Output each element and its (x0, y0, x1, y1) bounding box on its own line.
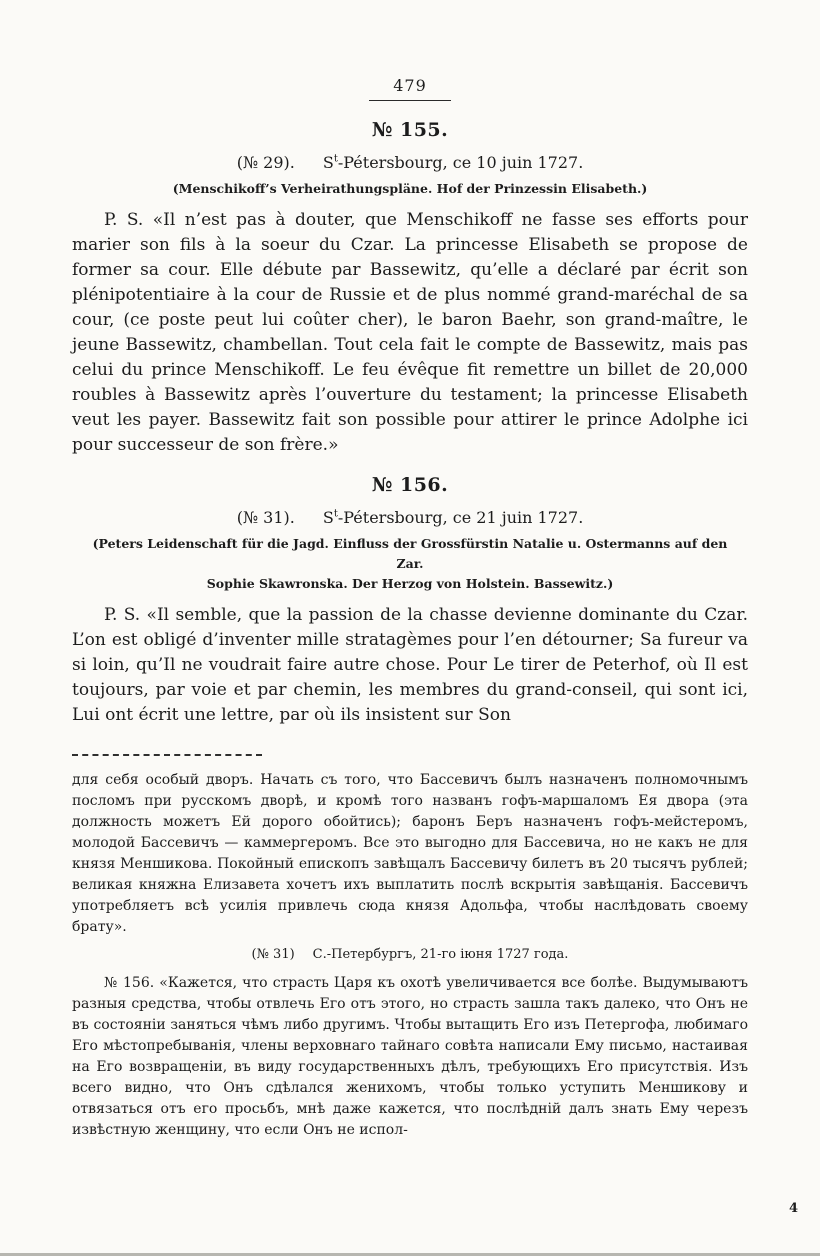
entry-156-dateline (72, 508, 748, 527)
entry-156-subject-line-2: Sophie Skawronska. Der Herzog von Holstein. Bassewitz.) (206, 576, 614, 591)
dateline-place-rest: -Pétersbourg, ce 21 juin 1727. (337, 508, 584, 527)
entry-155-subject-text: (Menschikoff’s Verheirathungspläne. Hof der Prinzessin Elisabeth.) (172, 181, 648, 196)
entry-156-subject (90, 534, 730, 594)
entry-155-dateline (72, 153, 748, 172)
footnote-dateline-text: С.-Петербургъ, 21-го іюня 1727 года. (312, 947, 569, 962)
superscript-t: t (333, 508, 338, 520)
dateline-place-rest: -Pétersbourg, ce 10 juin 1727. (337, 153, 584, 172)
entry-155 (72, 119, 748, 458)
entry-155-dispatch-number: (№ 29). (236, 153, 295, 172)
entry-156 (72, 474, 748, 728)
footnote-dispatch-number: (№ 31) (251, 947, 295, 962)
entry-155-subject (90, 179, 730, 199)
page-header (72, 76, 748, 101)
footnote-separator (72, 754, 262, 756)
footnote-dateline (72, 944, 748, 965)
signature-mark: 4 (788, 1201, 798, 1216)
dateline-place-prefix: S (322, 153, 334, 172)
entry-156-subject-line-1: (Peters Leidenschaft für die Jagd. Einfluss der Grossfürstin Natalie u. Ostermanns auf den Zar. (92, 536, 728, 571)
footnote-continuation: для себя особый дворъ. Начать съ того, что Бассевичъ былъ назначенъ полномочнымъ посломъ при русскомъ дворѣ, и кромѣ того названъ гофъ-маршаломъ Ея двора (эта должность можетъ Ей дорого обойтись); баронъ Беръ назначенъ гофъ-мейстеромъ, молодой Бассевичъ — каммергеромъ. Все это выгодно для Бассевича, но не какъ не для князя Меншикова. Покойный епископъ завѣщалъ Бассевичу билетъ въ 20 тысячъ рублей; великая княжна Елизавета хочетъ ихъ выплатить послѣ вскрытія завѣщанія. Бассевичъ употребляетъ всѣ усилія привлечь сюда князя Адольфа, чтобы наслѣдовать своему брату». (72, 772, 748, 935)
entry-155-heading: № 155. (371, 119, 449, 141)
entry-156-dateline-place (323, 508, 583, 527)
entry-155-body: P. S. «Il n’est pas à douter, que Menschikoff ne fasse ses efforts pour marier son fils à la soeur du Czar. La princesse Elisabeth se propose de former sa cour. Elle débute par Bassewitz, qu’elle a déclaré par écrit son plénipotentiaire à la cour de Russie et de plus nommé grand-maréchal de sa cour, (ce poste peut lui coûter cher), le baron Baehr, son grand-maître, le jeune Bassewitz, chambellan. Tout cela fait le compte de Bassewitz, mais pas celui du prince Menschikoff. Le feu évêque fit remettre un billet de 20,000 roubles à Bassewitz après l’ouverture du testament; la princesse Elisabeth veut les payer. Bassewitz fait son possible pour attirer le prince Adolphe ici pour successeur de son frère.» (72, 210, 748, 455)
superscript-t: t (333, 153, 338, 165)
entry-156-body: P. S. «Il semble, que la passion de la chasse devienne dominante du Czar. L’on est obligé d’inventer mille stratagèmes pour l’en détourner; Sa fureur va si loin, qu’Il ne voudrait faire autre chose. Pour Le tirer de Peterhof, où Il est toujours, par voie et par chemin, les membres du grand-conseil, qui sont ici, Lui ont écrit une lettre, par où ils insistent sur Son (72, 605, 748, 725)
dateline-place-prefix: S (322, 508, 334, 527)
entry-155-dateline-place (323, 153, 583, 172)
footnote-block (72, 770, 748, 1141)
entry-156-heading: № 156. (371, 474, 449, 496)
entry-156-dispatch-number: (№ 31). (236, 508, 295, 527)
page-number: 479 (369, 76, 451, 101)
footnote-translation: № 156. «Кажется, что страсть Царя къ охотѣ увеличивается все болѣе. Выдумываютъ разныя средства, чтобы отвлечь Его отъ этого, но страсть зашла такъ далеко, что Онъ не въ состояніи заняться чѣмъ либо другимъ. Чтобы вытащить Его изъ Петергофа, любимаго Его мѣстопребыванія, члены верховнаго тайнаго совѣта написали Ему письмо, настаивая на Его возвращеніи, въ виду государственныхъ дѣлъ, требующихъ Его присутствія. Изъ всего видно, что Онъ сдѣлался женихомъ, чтобы только уступить Меншикову и отвязаться отъ его просьбъ, мнѣ даже кажется, что послѣдній далъ знать Ему черезъ извѣстную женщину, что если Онъ не испол- (72, 975, 748, 1138)
